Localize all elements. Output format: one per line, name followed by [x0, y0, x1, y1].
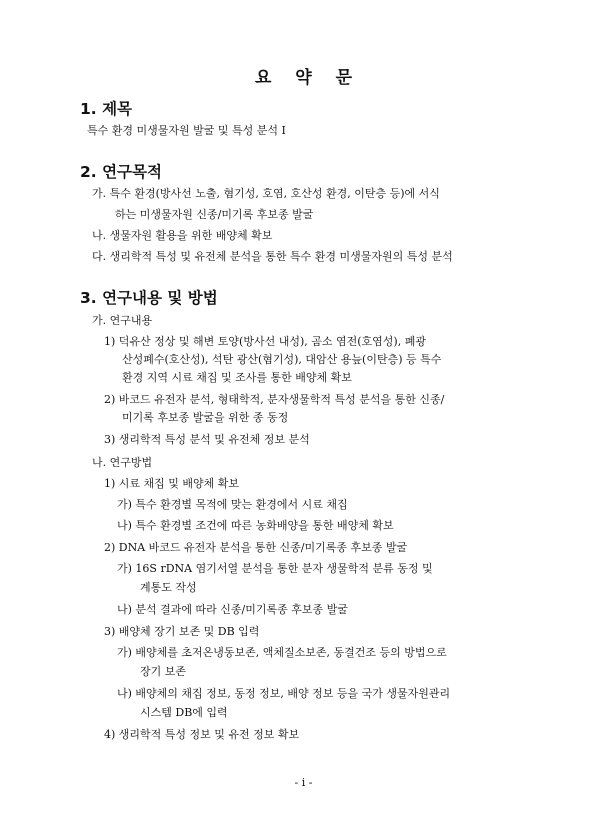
page-number: - i -: [294, 776, 313, 789]
method-item-1-na: 나) 특수 환경별 조건에 따른 농화배양을 통한 배양체 확보: [117, 519, 394, 532]
purpose-item-ga-cont: 하는 미생물자원 신종/미기록 후보종 발굴: [115, 208, 314, 221]
method-item-2: 2) DNA 바코드 유전자 분석을 통한 신종/미기록종 후보종 발굴: [104, 541, 408, 554]
content-item-1-cont: 산성폐수(호산성), 석탄 광산(혐기성), 대암산 용늪(이탄층) 등 특수: [122, 353, 442, 366]
method-item-2-na: 나) 분석 결과에 따라 신종/미기록종 후보종 발굴: [117, 603, 348, 616]
subsection-methods: 나. 연구방법: [92, 456, 153, 469]
content-item-1: 1) 덕유산 정상 및 해변 토양(방사선 내성), 곰소 염전(호염성), 폐광: [104, 335, 426, 348]
purpose-item-na: 나. 생물자원 활용을 위한 배양체 확보: [92, 229, 273, 242]
section-heading-title: 1. 제목: [80, 100, 133, 118]
content-item-2: 2) 바코드 유전자 분석, 형태학적, 분자생물학적 특성 분석을 통한 신종/: [104, 393, 445, 406]
method-item-2-ga-cont: 계통도 작성: [140, 581, 197, 594]
method-item-3-na-cont: 시스템 DB에 입력: [140, 706, 228, 719]
subsection-content: 가. 연구내용: [92, 314, 153, 327]
method-item-1: 1) 시료 채집 및 배양체 확보: [104, 477, 240, 490]
section-heading-purpose: 2. 연구목적: [80, 163, 162, 181]
content-item-2-cont: 미기록 후보종 발굴을 위한 종 동정: [122, 411, 289, 424]
document-title: 요 약 문: [254, 68, 353, 88]
method-item-4: 4) 생리학적 특성 정보 및 유전 정보 확보: [104, 728, 300, 741]
content-item-3: 3) 생리학적 특성 분석 및 유전체 정보 분석: [104, 433, 310, 446]
method-item-3-ga-cont: 장기 보존: [140, 665, 187, 678]
title-text: 특수 환경 미생물자원 발굴 및 특성 분석 I: [87, 124, 286, 137]
method-item-2-ga: 가) 16S rDNA 염기서열 분석을 통한 분자 생물학적 분류 동정 및: [117, 562, 433, 575]
method-item-3-ga: 가) 배양체를 초저온냉동보존, 액체질소보존, 동결건조 등의 방법으로: [117, 646, 447, 659]
section-heading-methods: 3. 연구내용 및 방법: [80, 289, 218, 307]
method-item-3-na: 나) 배양체의 채집 정보, 동정 정보, 배양 정보 등을 국가 생물자원관리: [117, 687, 451, 700]
content-item-1-cont2: 환경 지역 시료 채집 및 조사를 통한 배양체 확보: [122, 371, 352, 384]
purpose-item-da: 다. 생리학적 특성 및 유전체 분석을 통한 특수 환경 미생물자원의 특성 분석: [92, 250, 453, 263]
purpose-item-ga: 가. 특수 환경(방사선 노출, 혐기성, 호염, 호산성 환경, 이탄층 등)에 서식: [92, 187, 440, 200]
method-item-3: 3) 배양체 장기 보존 및 DB 입력: [104, 625, 260, 638]
method-item-1-ga: 가) 특수 환경별 목적에 맞는 환경에서 시료 채집: [117, 498, 348, 511]
